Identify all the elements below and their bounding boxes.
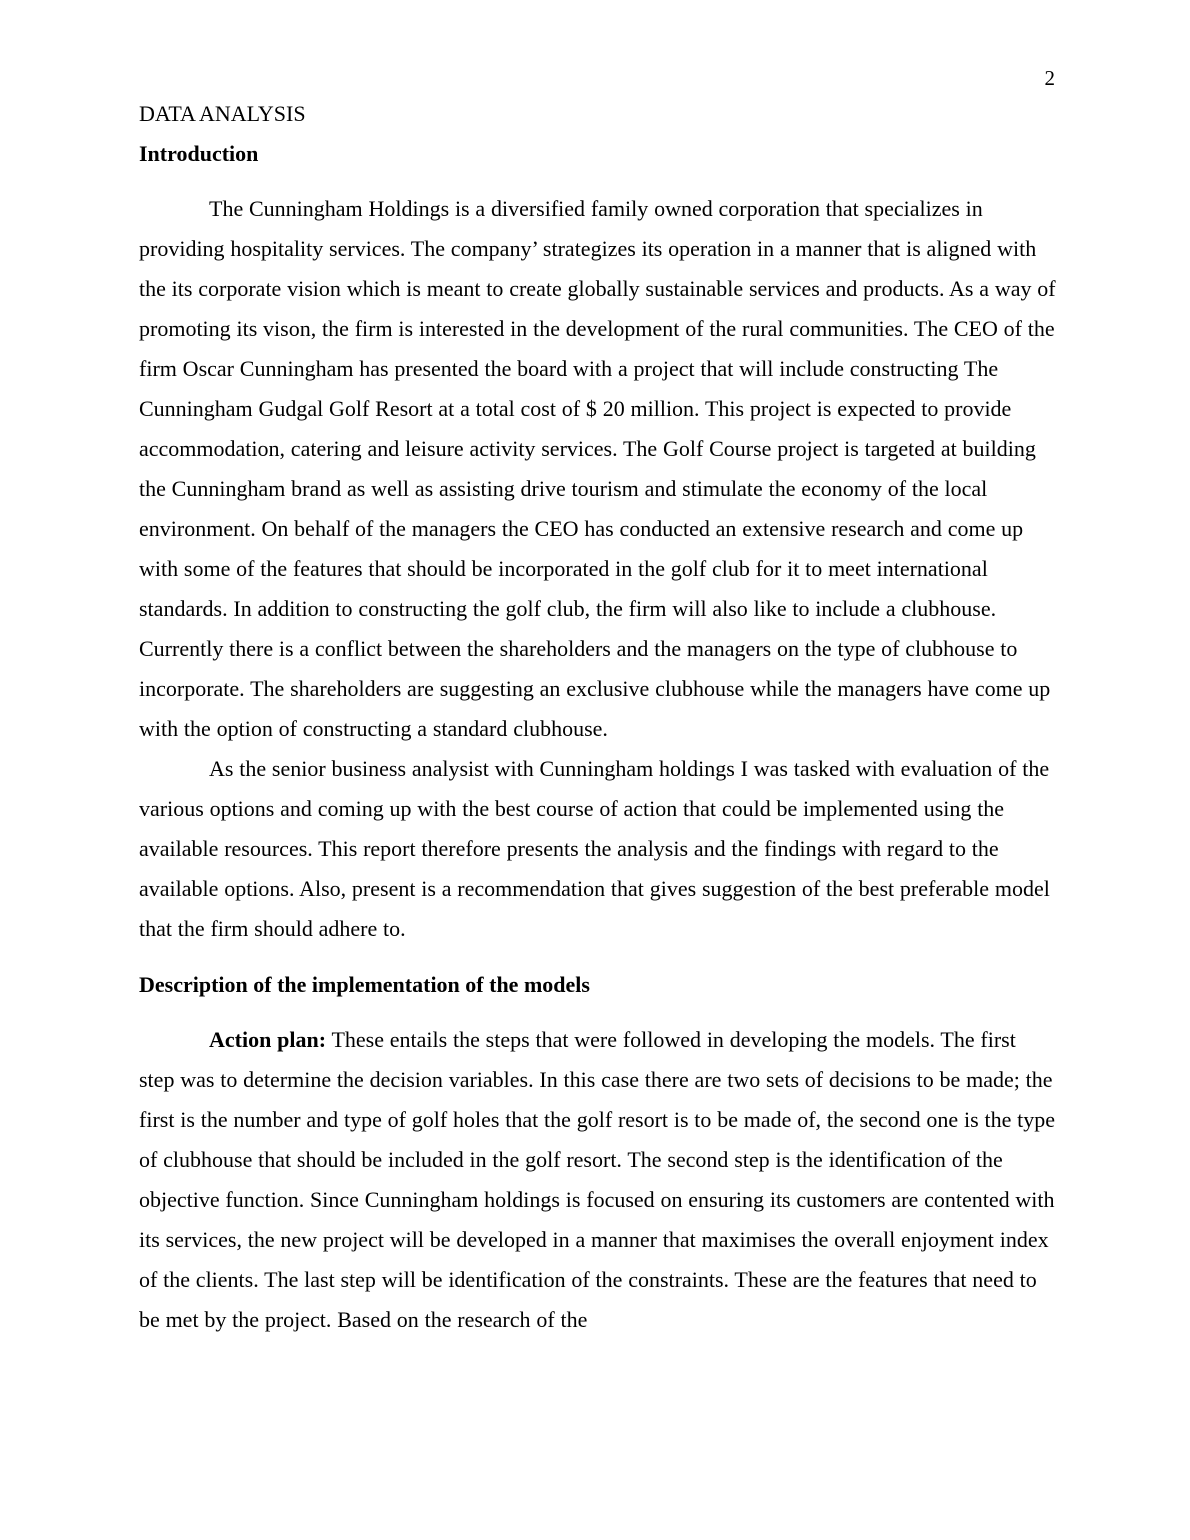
spacer <box>139 174 1057 189</box>
paragraph-introduction-1: The Cunningham Holdings is a diversified family owned corporation that specializes in providing hospitality services. The company’ strategizes its operation in a manner that is aligned with the its corporate vision which is meant to create globally sustainable services and products. As a way of promoting its vison, the firm is interested in the development of the rural communities. The CEO of the firm Oscar Cunningham has presented the board with a project that will include constructing The Cunningham Gudgal Golf Resort at a total cost of $ 20 million. This project is expected to provide accommodation, catering and leisure activity services. The Golf Course project is targeted at building the Cunningham brand as well as assisting drive tourism and stimulate the economy of the local environment. On behalf of the managers the CEO has conducted an extensive research and come up with some of the features that should be incorporated in the golf club for it to meet international standards. In addition to constructing the golf club, the firm will also like to include a clubhouse. Currently there is a conflict between the shareholders and the managers on the type of clubhouse to incorporate. The shareholders are suggesting an exclusive clubhouse while the managers have come up with the option of constructing a standard clubhouse. <box>139 196 1056 741</box>
paragraph-action-plan <box>139 1020 1057 1340</box>
spacer <box>139 1005 1057 1020</box>
spacer <box>139 949 1057 965</box>
run-in-body-action-plan: These entails the steps that were followed in developing the models. The first step was to determine the decision variables. In this case there are two sets of decisions to be made; the first is the number and type of golf holes that the golf resort is to be made of, the second one is the type of clubhouse that should be included in the golf resort. The second step is the identification of the objective function. Since Cunningham holdings is focused on ensuring its customers are contented with its services, the new project will be developed in a manner that maximises the overall enjoyment index of the clients. The last step will be identification of the constraints. These are the features that need to be met by the project. Based on the research of the <box>139 1027 1056 1332</box>
section-heading-description: Description of the implementation of the models <box>139 972 590 997</box>
run-in-label-action-plan: Action plan: <box>209 1027 327 1052</box>
section-heading-introduction: Introduction <box>139 141 259 166</box>
paragraph-introduction-2: As the senior business analysist with Cunningham holdings I was tasked with evaluation of the various options and coming up with the best course of action that could be implemented using the available resources. This report therefore presents the analysis and the findings with regard to the available options. Also, present is a recommendation that gives suggestion of the best preferable model that the firm should adhere to. <box>139 756 1050 941</box>
page-number: 2 <box>1044 66 1055 90</box>
document-body <box>139 94 1057 1340</box>
running-head: DATA ANALYSIS <box>139 101 306 126</box>
